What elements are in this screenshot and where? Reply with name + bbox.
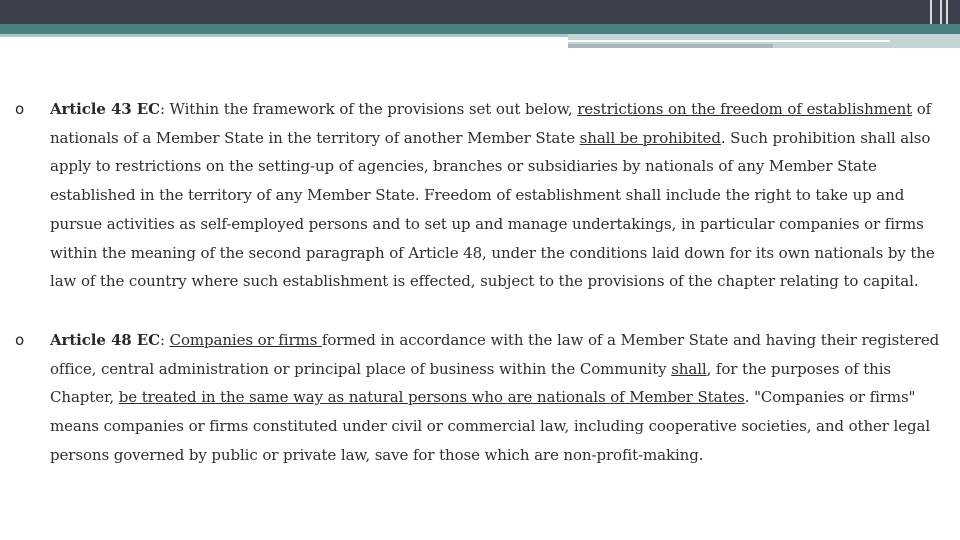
bullet-marker: o bbox=[15, 330, 25, 349]
paragraph-text: : Within the framework of the provisions set out below, bbox=[159, 100, 578, 118]
underlined-phrase: restrictions on the freedom of establishment bbox=[577, 100, 913, 118]
header-accent-band bbox=[0, 24, 960, 34]
underlined-phrase: be treated in the same way as natural persons who are nationals of Member States bbox=[118, 388, 745, 407]
paragraph-text: , for the purposes of this Chapter, bbox=[50, 359, 892, 407]
article-48-paragraph bbox=[50, 326, 945, 470]
paragraph-text: . Such prohibition shall also apply to restrictions on the setting-up of agencies, branches or subsidiaries by nationals of any Member State established in the territory of any Member State. Freedom of establishment shall include the right to take up and pursue activities as self-employed persons and to set up and manage undertakings, in particular companies or firms within the meaning of the second paragraph of Article 48, under the conditions laid down for its own nationals by the law of the country where such establishment is effected, subject to the provisions of the chapter relating to capital. bbox=[50, 128, 935, 291]
slide-content bbox=[0, 80, 960, 484]
article-heading: Article 43 EC bbox=[50, 100, 160, 118]
bullet-marker: o bbox=[15, 100, 25, 118]
underlined-phrase: Companies or firms bbox=[169, 330, 322, 349]
paragraph-text: of nationals of a Member State in the territory of another Member State bbox=[50, 100, 932, 147]
underlined-phrase: shall bbox=[671, 359, 707, 378]
decorative-stripe bbox=[568, 40, 890, 42]
article-43-item bbox=[0, 95, 945, 296]
decorative-stripe bbox=[568, 44, 773, 48]
paragraph-text: formed in accordance with the law of a Member State and having their registered office, central administration or principal place of business within the Community bbox=[50, 330, 940, 378]
paragraph-text: . "Companies or firms" means companies or firms constituted under civil or commercial law, including cooperative societies, and other legal persons governed by public or private law, save for those which are non-profit-making. bbox=[50, 388, 931, 464]
underlined-phrase: shall be prohibited bbox=[579, 128, 721, 147]
header-bar bbox=[0, 0, 960, 24]
decorative-stripe bbox=[0, 34, 568, 37]
article-heading: Article 48 EC bbox=[50, 330, 160, 349]
article-43-paragraph bbox=[50, 95, 945, 296]
paragraph-text: : bbox=[159, 330, 170, 349]
article-48-item bbox=[0, 326, 945, 470]
